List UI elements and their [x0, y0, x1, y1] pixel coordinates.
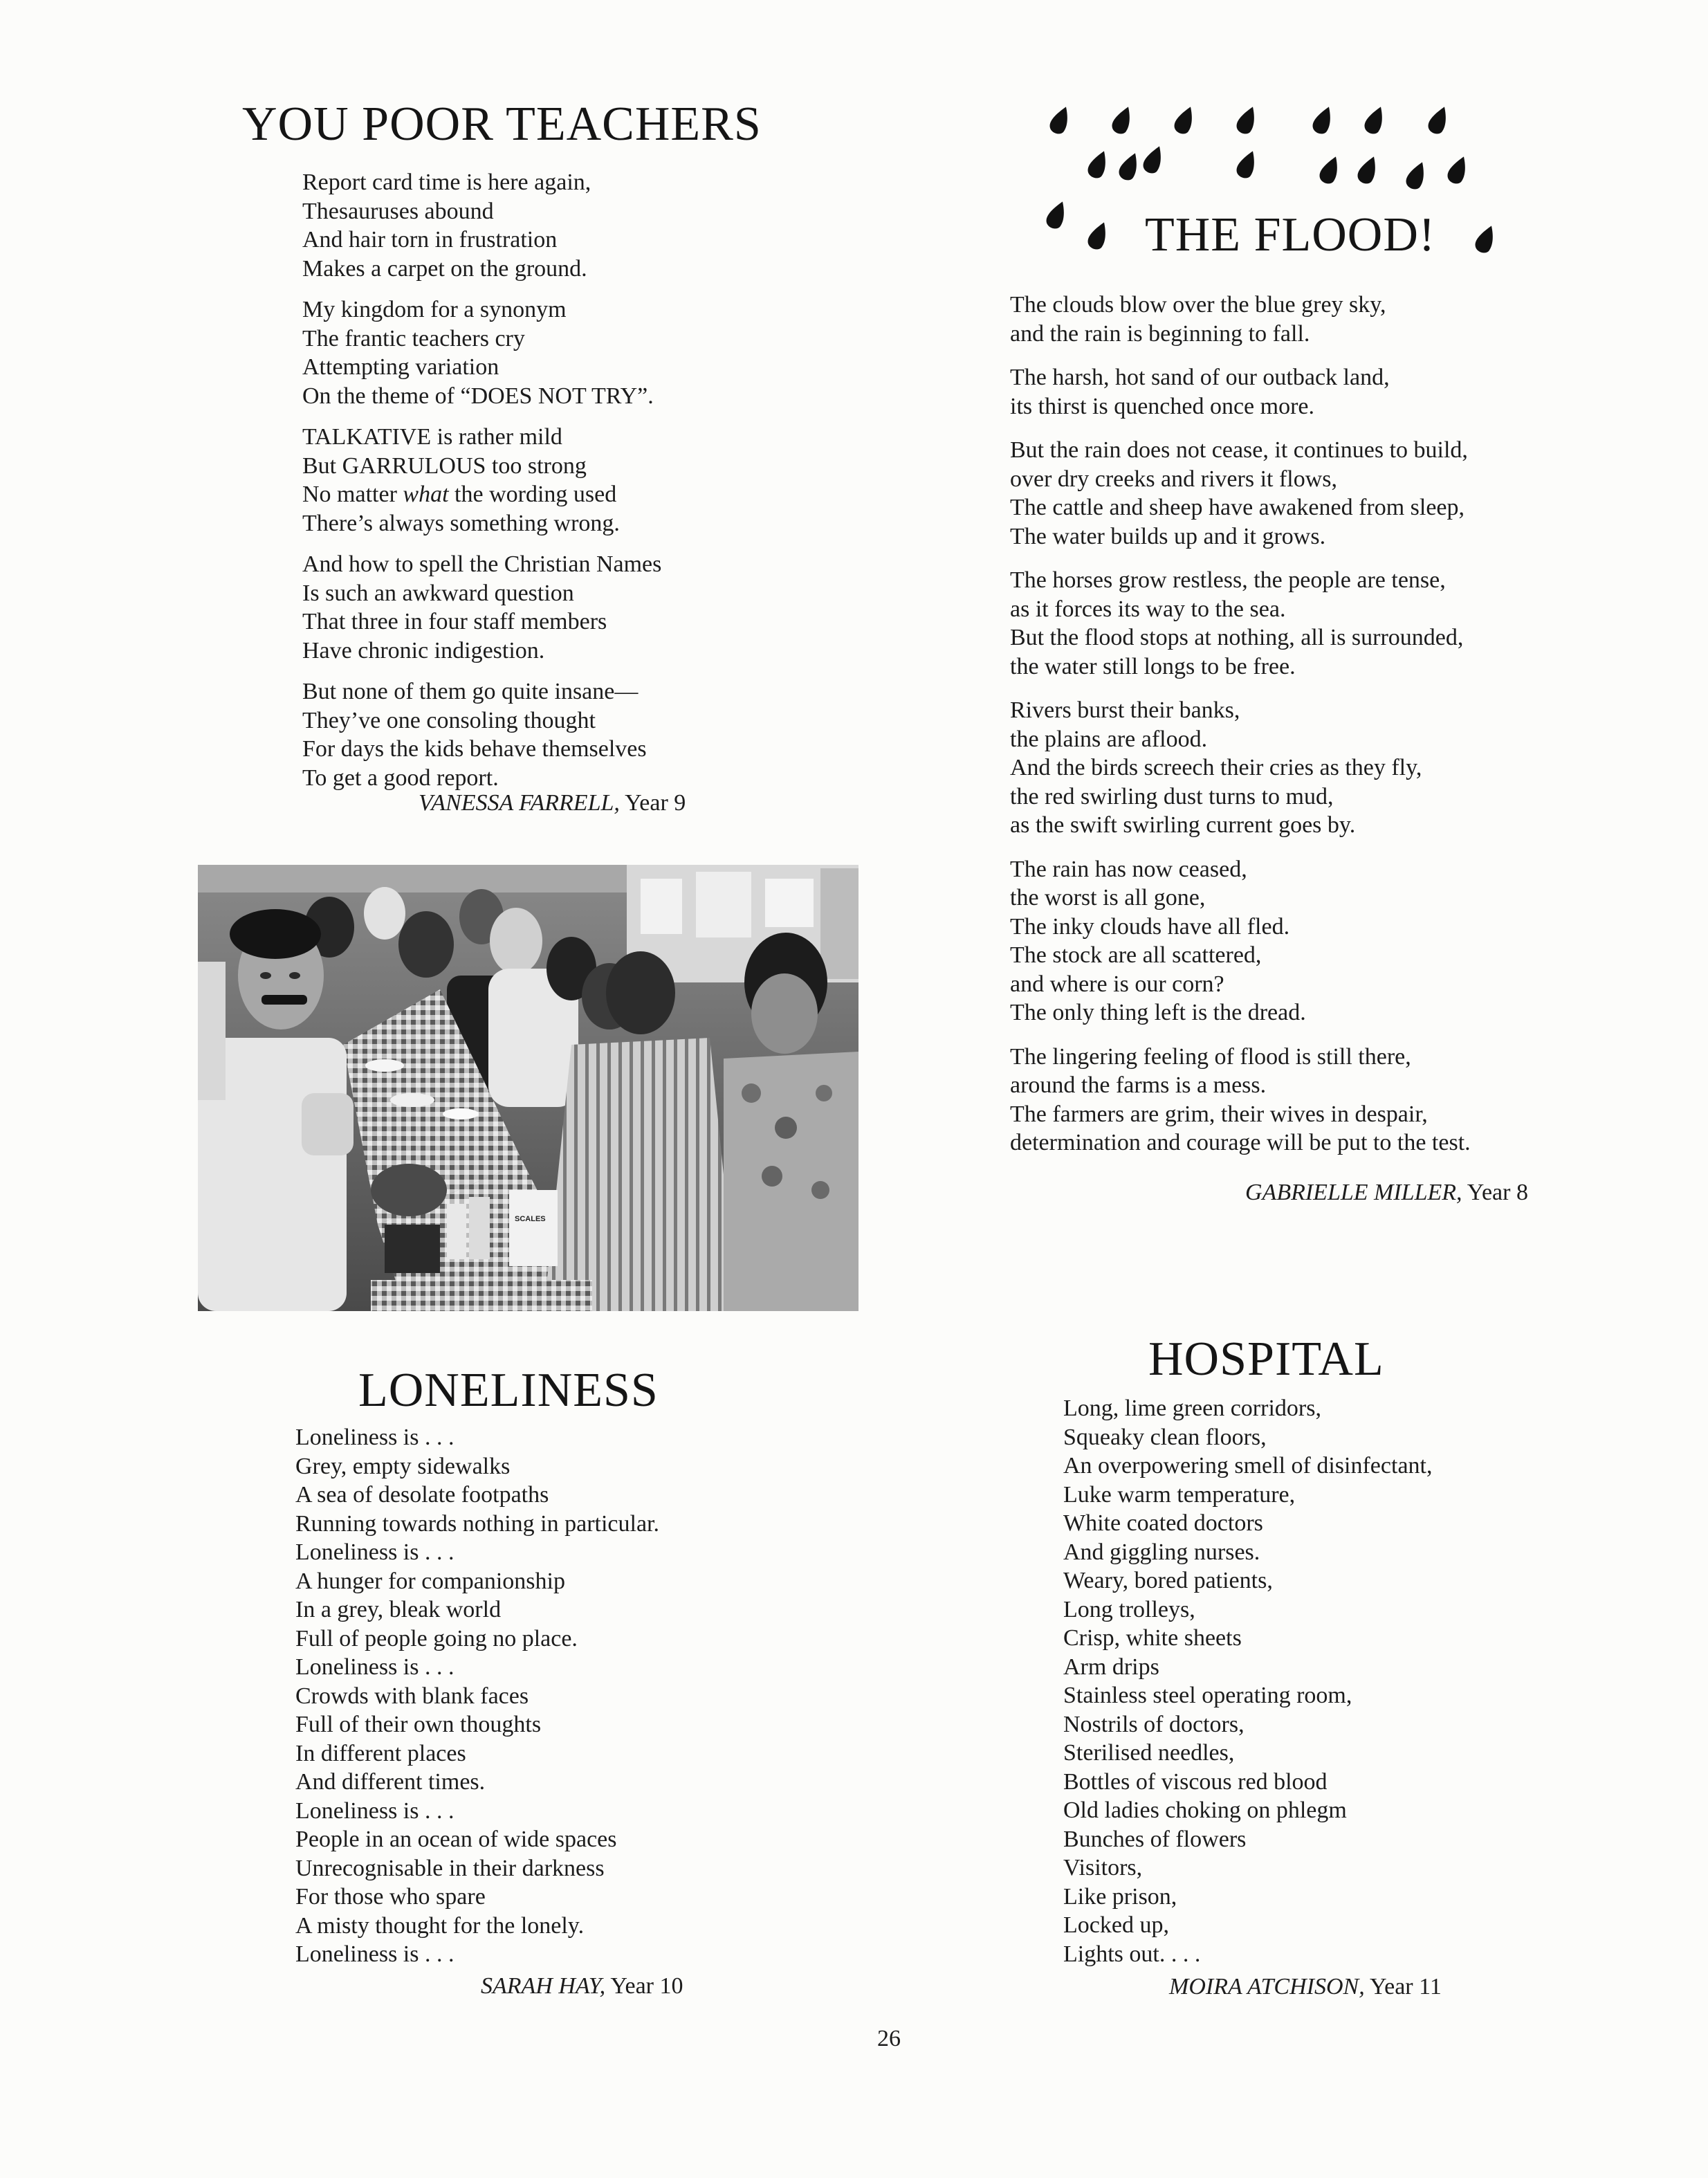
poem-line: as the swift swirling current goes by.	[1010, 812, 1356, 838]
stanza	[1010, 363, 1471, 421]
poem-line: But the flood stops at nothing, all is surrounded,	[1010, 625, 1464, 650]
poem-line: determination and courage will be put to the test.	[1010, 1130, 1471, 1155]
poem-line: No matter what the wording used	[302, 482, 617, 507]
byline-hospital	[1169, 1974, 1442, 2000]
author-year: Year 9	[625, 790, 686, 816]
poem-line: around the farms is a mess.	[1010, 1072, 1267, 1098]
poem-line: There’s always something wrong.	[302, 510, 620, 536]
poem-line: Loneliness is . . .	[295, 1425, 454, 1450]
poem-line: its thirst is quenched once more.	[1010, 393, 1315, 419]
poem-body-loneliness	[295, 1423, 659, 1969]
author-name: MOIRA ATCHISON,	[1169, 1974, 1365, 1999]
poem-line: On the theme of “DOES NOT TRY”.	[302, 383, 654, 409]
poem-line: Loneliness is . . .	[295, 1654, 454, 1680]
author-name: VANESSA FARRELL,	[419, 790, 620, 816]
poem-line: The cattle and sheep have awakened from sleep,	[1010, 495, 1465, 520]
poem-line: Loneliness is . . .	[295, 1797, 454, 1824]
poem-line: The frantic teachers cry	[302, 325, 525, 351]
poem-line: For days the kids behave themselves	[302, 736, 647, 762]
stanza	[1010, 566, 1471, 681]
poem-line: Have chronic indigestion.	[302, 637, 545, 664]
poem-line: Bottles of viscous red blood	[1063, 1768, 1328, 1795]
stanza	[302, 550, 661, 665]
poem-title-hospital: HOSPITAL	[1148, 1333, 1384, 1386]
poem-line: TALKATIVE is rather mild	[302, 424, 562, 450]
stanza	[302, 168, 661, 283]
poem-title-teachers: YOU POOR TEACHERS	[242, 98, 762, 151]
poem-line: Weary, bored patients,	[1063, 1568, 1273, 1593]
author-name: SARAH HAY,	[481, 1973, 606, 1999]
poem-line: To get a good report.	[302, 765, 499, 791]
poem-line: The inky clouds have all fled.	[1010, 913, 1290, 940]
poem-line: Old ladies choking on phlegm	[1063, 1797, 1347, 1823]
stanza	[302, 295, 661, 410]
poem-line: A sea of desolate footpaths	[295, 1482, 549, 1508]
poem-line: Unrecognisable in their darkness	[295, 1855, 605, 1881]
photo-scene	[198, 865, 858, 1311]
poem-line: That three in four staff members	[302, 609, 607, 634]
poem-line: The harsh, hot sand of our outback land,	[1010, 365, 1390, 390]
byline-flood	[1245, 1180, 1528, 1206]
poem-line: Loneliness is . . .	[295, 1941, 454, 1967]
poem-line: For those who spare	[295, 1884, 486, 1910]
poem-line: Stainless steel operating room,	[1063, 1683, 1352, 1708]
poem-line: over dry creeks and rivers it flows,	[1010, 466, 1338, 492]
byline-teachers	[419, 790, 686, 816]
poem-line: Luke warm temperature,	[1063, 1481, 1296, 1508]
poem-line: Sterilised needles,	[1063, 1740, 1235, 1766]
poem-line: And giggling nurses.	[1063, 1539, 1260, 1565]
poem-line: Full of their own thoughts	[295, 1712, 542, 1737]
poem-line: Full of people going no place.	[295, 1625, 578, 1651]
poem-line: and the rain is beginning to fall.	[1010, 320, 1310, 347]
poem-line: Nostrils of doctors,	[1063, 1711, 1245, 1737]
poem-line: The only thing left is the dread.	[1010, 1000, 1306, 1025]
author-year: Year 8	[1467, 1180, 1528, 1205]
poem-line: And hair torn in frustration	[302, 227, 558, 253]
poem-line: But GARRULOUS too strong	[302, 452, 587, 479]
poem-line: The horses grow restless, the people are tense,	[1010, 567, 1446, 593]
poem-line: Squeaky clean floors,	[1063, 1424, 1267, 1450]
poem-line: The stock are all scattered,	[1010, 942, 1262, 968]
poem-title-flood: THE FLOOD!	[1145, 208, 1436, 262]
poem-line: White coated doctors	[1063, 1510, 1263, 1536]
poem-line: Crisp, white sheets	[1063, 1625, 1242, 1651]
poem-line: Visitors,	[1063, 1855, 1143, 1880]
poem-line: Rivers burst their banks,	[1010, 697, 1240, 723]
poem-line: the worst is all gone,	[1010, 885, 1206, 910]
poem-line: the water still longs to be free.	[1010, 653, 1296, 679]
page-number: 26	[877, 2026, 901, 2051]
poem-line: Thesauruses abound	[302, 198, 494, 224]
poem-line: and where is our corn?	[1010, 971, 1224, 997]
event-photograph	[198, 865, 858, 1311]
byline-loneliness	[481, 1973, 683, 1999]
stanza	[1010, 855, 1471, 1027]
poem-line: Is such an awkward question	[302, 580, 574, 606]
poem-line: Arm drips	[1063, 1654, 1159, 1680]
poem-body-teachers	[302, 168, 661, 805]
poem-line: A misty thought for the lonely.	[295, 1912, 585, 1939]
stanza	[1010, 696, 1471, 840]
poem-line: And how to spell the Christian Names	[302, 551, 662, 577]
poem-line: the plains are aflood.	[1010, 726, 1208, 752]
poem-line: Makes a carpet on the ground.	[302, 255, 587, 282]
stanza	[1010, 291, 1471, 348]
poem-line: The farmers are grim, their wives in despair,	[1010, 1101, 1428, 1127]
poem-line: The lingering feeling of flood is still there,	[1010, 1043, 1411, 1070]
poem-line: Like prison,	[1063, 1883, 1177, 1910]
poem-line: They’ve one consoling thought	[302, 707, 596, 733]
poem-line: Running towards nothing in particular.	[295, 1510, 659, 1537]
poem-line: Grey, empty sidewalks	[295, 1453, 511, 1479]
poem-line: Crowds with blank faces	[295, 1683, 529, 1709]
author-year: Year 10	[610, 1973, 683, 1999]
poem-line: as it forces its way to the sea.	[1010, 596, 1286, 622]
photo-scales-box-label: SCALES	[515, 1215, 546, 1223]
poem-line: Lights out. . . .	[1063, 1941, 1201, 1967]
poem-line: Bunches of flowers	[1063, 1826, 1247, 1852]
poem-line: People in an ocean of wide spaces	[295, 1827, 617, 1852]
stanza	[302, 677, 661, 792]
poem-line: Locked up,	[1063, 1912, 1169, 1938]
poem-line: Loneliness is . . .	[295, 1539, 454, 1565]
poem-line: And different times.	[295, 1769, 486, 1795]
poem-line: The rain has now ceased,	[1010, 856, 1247, 882]
author-name: GABRIELLE MILLER,	[1245, 1180, 1462, 1205]
author-year: Year 11	[1369, 1974, 1442, 1999]
poem-line: In different places	[295, 1740, 466, 1766]
poem-line: Attempting variation	[302, 354, 499, 380]
poem-line: The water builds up and it grows.	[1010, 523, 1326, 549]
poem-line: Long, lime green corridors,	[1063, 1395, 1321, 1421]
stanza	[1010, 1043, 1471, 1157]
poem-line: And the birds screech their cries as they fly,	[1010, 755, 1422, 780]
poem-line: Long trolleys,	[1063, 1596, 1195, 1622]
poem-title-loneliness: LONELINESS	[358, 1364, 659, 1417]
poem-line: An overpowering smell of disinfectant,	[1063, 1453, 1433, 1479]
poem-line: Report card time is here again,	[302, 170, 591, 195]
poem-line: In a grey, bleak world	[295, 1597, 502, 1622]
stanza	[1010, 436, 1471, 551]
poem-body-flood	[1010, 291, 1471, 1173]
poem-body-hospital	[1063, 1394, 1432, 1968]
poem-line: A hunger for companionship	[295, 1568, 565, 1594]
poem-line: The clouds blow over the blue grey sky,	[1010, 292, 1386, 318]
poem-line: the red swirling dust turns to mud,	[1010, 783, 1334, 809]
poem-line: My kingdom for a synonym	[302, 297, 567, 322]
stanza	[302, 423, 661, 538]
poem-line: But none of them go quite insane—	[302, 679, 639, 704]
poem-line: But the rain does not cease, it continues to build,	[1010, 437, 1468, 463]
